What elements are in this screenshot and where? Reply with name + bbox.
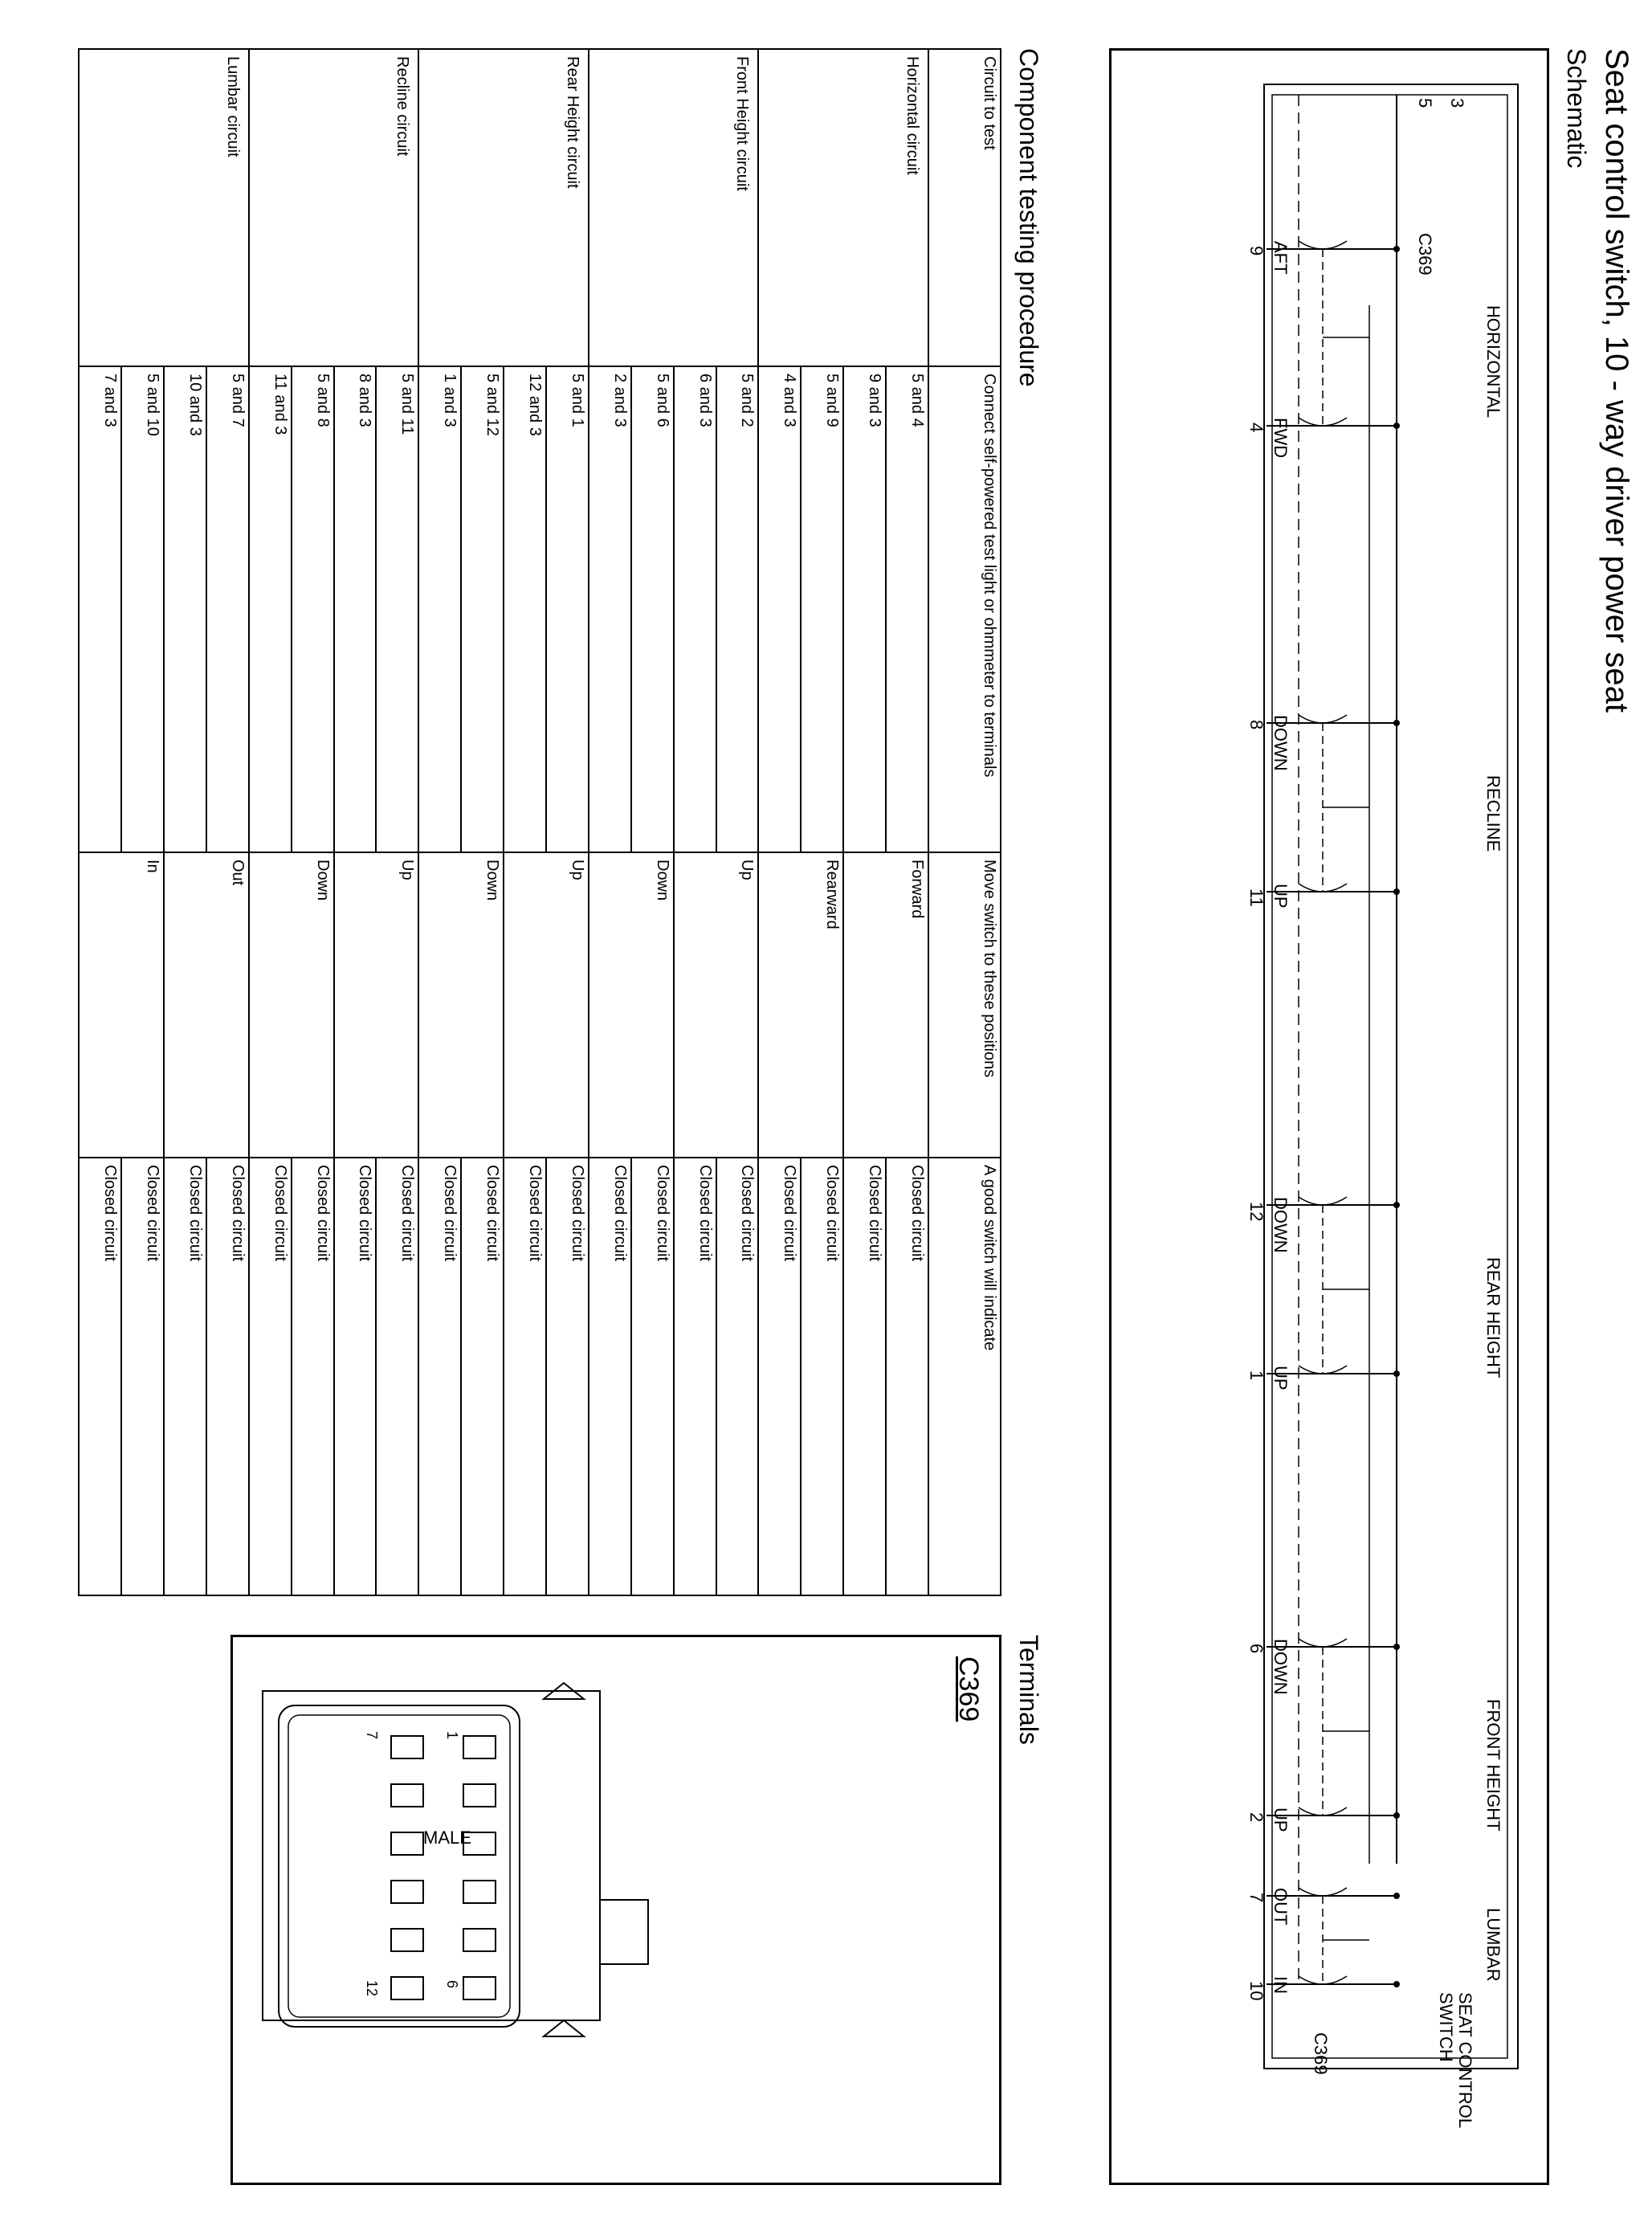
result-cell: Closed circuit <box>589 1158 631 1595</box>
component-label-line2: SWITCH <box>1436 1992 1456 2062</box>
terminals-cell: 5 and 10 <box>121 366 164 852</box>
result-cell: Closed circuit <box>674 1158 716 1595</box>
position-label: DOWN <box>1271 1197 1291 1253</box>
position-label: FWD <box>1271 418 1291 459</box>
position-cell: Out <box>164 852 249 1158</box>
pin-number-label: 12 <box>364 1980 380 1997</box>
junction-dot <box>1393 246 1400 252</box>
pin-label: 11 <box>1246 888 1267 907</box>
column-header: Move switch to these positions <box>928 852 1001 1158</box>
terminals-cell: 1 and 3 <box>418 366 461 852</box>
position-label: AFT <box>1271 241 1291 275</box>
column-header: Connect self-powered test light or ohmmeter to terminals <box>928 366 1001 852</box>
terminals-cell: 10 and 3 <box>164 366 206 852</box>
result-cell: Closed circuit <box>206 1158 249 1595</box>
connector-pin-cavity <box>463 1929 496 1951</box>
terminals-cell: 12 and 3 <box>504 366 546 852</box>
connector-face-drawing <box>230 1635 1001 2185</box>
section-name: REAR HEIGHT <box>1483 1257 1503 1378</box>
switch-body-inner <box>1272 95 1507 2058</box>
table-row <box>886 49 928 1595</box>
page-title: Seat control switch, 10 - way driver power seat <box>1599 48 1634 713</box>
terminals-cell: 5 and 12 <box>461 366 504 852</box>
result-cell: Closed circuit <box>843 1158 886 1595</box>
result-cell: Closed circuit <box>79 1158 121 1595</box>
pin-label: 6 <box>1246 1644 1267 1654</box>
section-name: RECLINE <box>1483 775 1503 852</box>
result-cell: Closed circuit <box>716 1158 759 1595</box>
column-header: A good switch will indicate <box>928 1158 1001 1595</box>
junction-dot <box>1393 1644 1400 1650</box>
column-header: Circuit to test <box>928 49 1001 366</box>
switch-contact <box>1299 1197 1347 1205</box>
circuit-name: Front Height circuit <box>589 49 759 366</box>
terminals-cell: 6 and 3 <box>674 366 716 852</box>
position-label: DOWN <box>1271 715 1291 771</box>
connector-pin-cavity <box>391 1881 423 1903</box>
circuit-name: Rear Height circuit <box>418 49 589 366</box>
connector-gender-label: MALE <box>423 1828 471 1848</box>
terminals-cell: 9 and 3 <box>843 366 886 852</box>
circuit-name: Lumbar circuit <box>79 49 249 366</box>
terminals-cell: 2 and 3 <box>589 366 631 852</box>
position-cell: Down <box>418 852 504 1158</box>
position-label: IN <box>1271 1976 1291 1994</box>
terminals-cell: 5 and 9 <box>801 366 843 852</box>
terminals-cell: 5 and 1 <box>546 366 589 852</box>
connector-pin-cavity <box>391 1977 423 1999</box>
junction-dot <box>1393 1893 1400 1899</box>
position-cell: Rearward <box>758 852 843 1158</box>
position-cell: In <box>79 852 164 1158</box>
position-cell: Up <box>334 852 419 1158</box>
position-label: UP <box>1271 884 1291 909</box>
connector-pin-cavity <box>463 1784 496 1807</box>
result-cell: Closed circuit <box>292 1158 334 1595</box>
table-row <box>206 49 249 1595</box>
result-cell: Closed circuit <box>758 1158 801 1595</box>
table-row <box>546 49 589 1595</box>
pin-label: 5 <box>1415 98 1435 108</box>
connector-pin-cavity <box>391 1784 423 1807</box>
result-cell: Closed circuit <box>334 1158 377 1595</box>
component-label-line1: SEAT CONTROL <box>1455 1992 1475 2129</box>
circuit-name: Recline circuit <box>249 49 419 366</box>
position-cell: Up <box>504 852 589 1158</box>
connector-pin-cavity <box>463 1977 496 1999</box>
result-cell: Closed circuit <box>461 1158 504 1595</box>
position-label: UP <box>1271 1807 1291 1832</box>
pin-label: 3 <box>1447 98 1467 108</box>
terminals-cell: 8 and 3 <box>334 366 377 852</box>
pin-label: 12 <box>1246 1202 1267 1222</box>
connector-pin-cavity <box>391 1832 423 1855</box>
terminals-cell: 5 and 11 <box>376 366 418 852</box>
terminals-cell: 5 and 8 <box>292 366 334 852</box>
section-name: HORIZONTAL <box>1483 305 1503 419</box>
connector-label-bottom: C369 <box>1311 2032 1331 2075</box>
position-cell: Down <box>589 852 674 1158</box>
result-cell: Closed circuit <box>504 1158 546 1595</box>
connector-pin-cavity <box>463 1736 496 1758</box>
schematic-diagram <box>1090 0 1652 2226</box>
pin-number-label: 6 <box>444 1980 460 1989</box>
junction-dot <box>1393 720 1400 726</box>
position-cell: Up <box>674 852 759 1158</box>
switch-contact <box>1299 241 1347 249</box>
pin-number-label: 7 <box>364 1731 380 1740</box>
pin-label: 8 <box>1246 720 1267 730</box>
switch-body-outer <box>1264 84 1518 2069</box>
pin-label: 7 <box>1246 1893 1267 1903</box>
switch-contact <box>1299 715 1347 723</box>
result-cell: Closed circuit <box>801 1158 843 1595</box>
position-cell: Down <box>249 852 334 1158</box>
junction-dot <box>1393 888 1400 895</box>
position-label: OUT <box>1271 1888 1291 1926</box>
junction-dot <box>1393 423 1400 429</box>
pin-number-label: 1 <box>444 1731 460 1740</box>
connector-pin-cavity <box>391 1736 423 1758</box>
pin-label: 10 <box>1246 1981 1267 2001</box>
connector-label-top: C369 <box>1415 233 1435 276</box>
switch-contact <box>1299 1639 1347 1647</box>
pin-label: 4 <box>1246 423 1267 433</box>
procedure-heading: Component testing procedure <box>1014 48 1043 387</box>
circuit-name: Horizontal circuit <box>758 49 928 366</box>
terminals-cell: 5 and 6 <box>631 366 674 852</box>
terminals-cell: 5 and 4 <box>886 366 928 852</box>
result-cell: Closed circuit <box>418 1158 461 1595</box>
switch-contact <box>1299 1888 1347 1896</box>
pin-label: 9 <box>1246 246 1267 256</box>
result-cell: Closed circuit <box>376 1158 418 1595</box>
table-row <box>716 49 759 1595</box>
section-name: FRONT HEIGHT <box>1483 1699 1503 1832</box>
connector-pin-cavity <box>391 1929 423 1951</box>
result-cell: Closed circuit <box>249 1158 292 1595</box>
position-label: DOWN <box>1271 1639 1291 1695</box>
junction-dot <box>1393 1981 1400 1987</box>
connector-housing <box>279 1705 520 2027</box>
connector-pin-cavity <box>463 1881 496 1903</box>
junction-dot <box>1393 1202 1400 1208</box>
table-row <box>376 49 418 1595</box>
terminals-heading: Terminals <box>1014 1635 1043 1745</box>
terminals-connector-label: C369 <box>953 1656 984 1722</box>
section-name: LUMBAR <box>1483 1908 1503 1982</box>
pin-label: 2 <box>1246 1812 1267 1823</box>
position-label: UP <box>1271 1366 1291 1391</box>
junction-dot <box>1393 1812 1400 1819</box>
lock-tab <box>600 1900 648 1964</box>
terminals-cell: 5 and 2 <box>716 366 759 852</box>
procedure-table <box>78 48 1001 1596</box>
terminals-cell: 4 and 3 <box>758 366 801 852</box>
result-cell: Closed circuit <box>121 1158 164 1595</box>
position-cell: Forward <box>843 852 928 1158</box>
terminals-cell: 7 and 3 <box>79 366 121 852</box>
result-cell: Closed circuit <box>631 1158 674 1595</box>
result-cell: Closed circuit <box>164 1158 206 1595</box>
pin-label: 1 <box>1246 1370 1267 1381</box>
junction-dot <box>1393 1370 1400 1377</box>
terminals-cell: 11 and 3 <box>249 366 292 852</box>
terminals-cell: 5 and 7 <box>206 366 249 852</box>
schematic-heading: Schematic <box>1562 48 1591 169</box>
result-cell: Closed circuit <box>546 1158 589 1595</box>
connector-shell <box>263 1691 600 2020</box>
result-cell: Closed circuit <box>886 1158 928 1595</box>
connector-face <box>288 1715 510 2017</box>
latch-right <box>544 2020 584 2036</box>
